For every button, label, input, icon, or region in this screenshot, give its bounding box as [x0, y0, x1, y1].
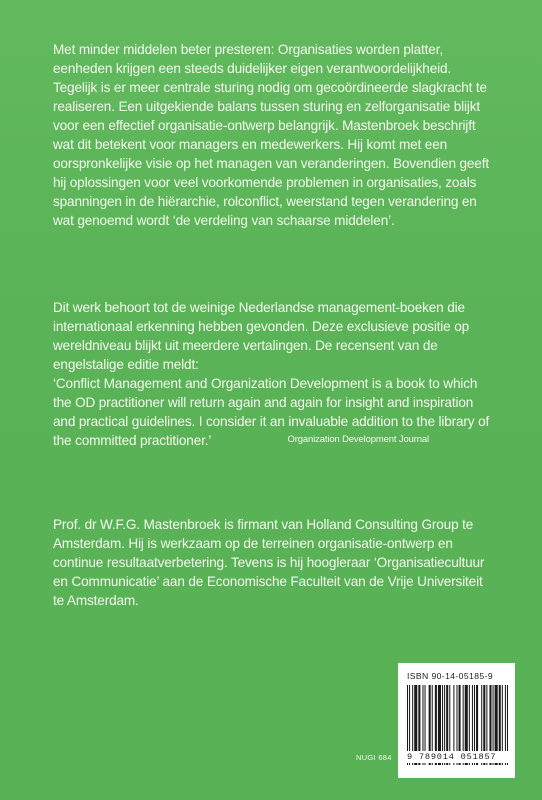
isbn-label: ISBN 90-14-05185-9 [407, 671, 494, 681]
description-text: Met minder middelen beter presteren: Organisaties worden platter, eenheden krijgen een steeds duidelijker eigen verantwoordelijkheid. Tegelijk is er meer centrale sturing nodig om gecoördineerde slagkracht te realiseren. Een uitgekiende balans tussen sturing en zelforganisatie blijkt voor een effectief organisatie-ontwerp belangrijk. Mastenbroek beschrijft wat dit betekent voor managers en medewerkers. Hij komt met een oorspronkelijke visie op het managen van veranderingen. Bovendien geeft hij oplossingen voor veel voorkomende problemen in organisaties, zoals spanningen in de hiërarchie, rolconflict, weerstand tegen verandering en wat genoemd wordt ‘de verdeling van schaarse middelen’. [53, 42, 489, 228]
quote-source: Organization Development Journal [287, 434, 429, 445]
reception-text: Dit werk behoort tot de weinige Nederlandse management-boeken die internationaal erkenning hebben gevonden. Deze exclusieve positie op wereldniveau blijkt uit meerdere vertalingen. De recensent van de engelstalige editie meldt: [53, 300, 470, 372]
barcode-panel [398, 663, 515, 778]
description-paragraph [53, 40, 493, 230]
reception-paragraph [53, 298, 493, 446]
author-bio-paragraph [53, 515, 493, 610]
author-bio-text: Prof. dr W.F.G. Mastenbroek is firmant van Holland Consulting Group te Amsterdam. Hij is werkzaam op de terreinen organisatie-ontwerp en continue resultaatverbetering. Tevens is hij hoogleraar ‘Organisatiecultuur en Communicatie’ aan de Economische Faculteit van de Vrije Universiteit te Amsterdam. [53, 517, 485, 608]
review-quote: ‘Conflict Management and Organization Development is a book to which the OD practitioner will return again and again for insight and inspiration and practical guidelines. I consider it an invaluable addition to the library of the committed practitioner.’ [53, 376, 490, 448]
nugi-code: NUGI 684 [356, 753, 392, 762]
ean-number: 9 789014 051857 [407, 751, 508, 763]
